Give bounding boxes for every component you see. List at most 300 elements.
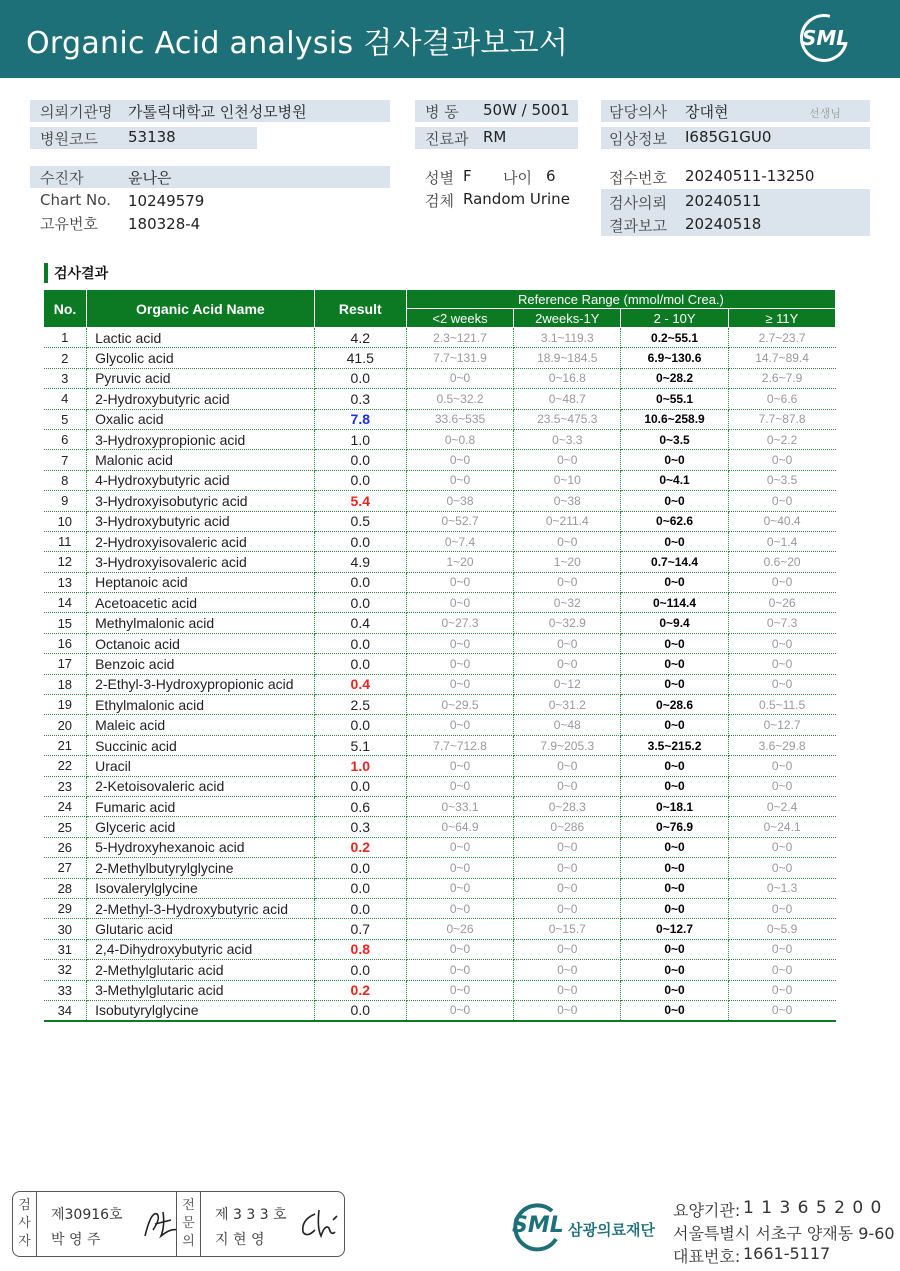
table-row <box>44 939 836 959</box>
stamp1-name: 박 영 주 <box>51 1232 101 1248</box>
row-ref-under-2-weeks: 0~0 <box>406 572 513 592</box>
table-row <box>44 531 836 551</box>
row-ref-2-weeks-1y: 0~0 <box>514 756 621 776</box>
doctor-label: 담당의사 <box>609 103 667 121</box>
row-ref-11y-plus: 0.6~20 <box>728 552 835 572</box>
row-ref-under-2-weeks: 0~0 <box>406 858 513 878</box>
row-ref-2-10y: 0~0 <box>621 898 728 918</box>
report-value: 20240518 <box>685 215 762 233</box>
row-name: 3-Hydroxybutyric acid <box>87 511 315 531</box>
row-ref-under-2-weeks: 0~0 <box>406 756 513 776</box>
row-ref-under-2-weeks: 0~0 <box>406 878 513 898</box>
table-row <box>44 470 836 490</box>
header-ref-2: 2weeks-1Y <box>514 309 621 328</box>
row-ref-2-weeks-1y: 0~3.3 <box>514 429 621 449</box>
page-title: Organic Acid analysis 검사결과보고서 <box>26 26 569 61</box>
row-name: Succinic acid <box>87 735 315 755</box>
row-ref-11y-plus: 3.6~29.8 <box>728 735 835 755</box>
row-no: 31 <box>44 939 87 959</box>
row-ref-2-weeks-1y: 0~28.3 <box>514 796 621 816</box>
row-no: 21 <box>44 735 87 755</box>
receipt-label: 접수번호 <box>609 169 667 187</box>
row-name: 2-Hydroxybutyric acid <box>87 389 315 409</box>
row-ref-11y-plus: 0~0 <box>728 633 835 653</box>
row-name: 2,4-Dihydroxybutyric acid <box>87 939 315 959</box>
row-ref-2-weeks-1y: 0~12 <box>514 674 621 694</box>
row-ref-11y-plus: 0~0 <box>728 1000 835 1020</box>
row-ref-2-weeks-1y: 0~31.2 <box>514 695 621 715</box>
org-logo-text: SML <box>512 1213 564 1238</box>
header-ref-1: <2 weeks <box>406 309 513 328</box>
row-ref-2-weeks-1y: 0~0 <box>514 776 621 796</box>
patient-label: 수진자 <box>40 169 84 187</box>
row-ref-11y-plus: 0~0 <box>728 450 835 470</box>
row-ref-2-10y: 0~4.1 <box>621 470 728 490</box>
row-ref-2-10y: 0~0 <box>621 776 728 796</box>
row-result: 0.0 <box>314 368 406 388</box>
row-result: 0.0 <box>314 858 406 878</box>
stamp1-label-text: 검 사 자 <box>18 1198 31 1249</box>
row-ref-2-weeks-1y: 0~211.4 <box>514 511 621 531</box>
row-name: 2-Methylbutyrylglycine <box>87 858 315 878</box>
row-result: 0.4 <box>314 613 406 633</box>
row-ref-under-2-weeks: 0~0 <box>406 593 513 613</box>
row-no: 24 <box>44 796 87 816</box>
row-ref-2-weeks-1y: 0~0 <box>514 858 621 878</box>
row-name: 2-Ethyl-3-Hydroxypropionic acid <box>87 674 315 694</box>
stamp1-label <box>13 1192 37 1256</box>
row-ref-2-10y: 0~55.1 <box>621 389 728 409</box>
row-ref-2-10y: 0~0 <box>621 756 728 776</box>
row-result: 4.9 <box>314 552 406 572</box>
row-ref-2-weeks-1y: 0~0 <box>514 898 621 918</box>
clinical-value: I685G1GU0 <box>685 128 772 146</box>
header-reference: Reference Range (mmol/mol Crea.) <box>406 290 835 309</box>
row-ref-2-10y: 0~0 <box>621 878 728 898</box>
row-ref-2-weeks-1y: 0~38 <box>514 491 621 511</box>
row-ref-2-10y: 0~0 <box>621 633 728 653</box>
signature-box <box>12 1191 345 1257</box>
stamp2-license: 제 3 3 3 호 <box>215 1207 287 1223</box>
row-result: 0.2 <box>314 980 406 1000</box>
row-ref-2-10y: 0~0 <box>621 858 728 878</box>
row-no: 11 <box>44 531 87 551</box>
row-ref-2-10y: 0~3.5 <box>621 429 728 449</box>
row-ref-under-2-weeks: 0~7.4 <box>406 531 513 551</box>
row-no: 15 <box>44 613 87 633</box>
header-bar <box>0 0 900 78</box>
department-value: RM <box>483 128 507 146</box>
row-result: 0.0 <box>314 960 406 980</box>
table-row <box>44 328 836 348</box>
row-ref-under-2-weeks: 1~20 <box>406 552 513 572</box>
row-ref-2-10y: 0~28.6 <box>621 695 728 715</box>
row-ref-2-10y: 0~0 <box>621 450 728 470</box>
row-ref-2-weeks-1y: 0~10 <box>514 470 621 490</box>
table-row <box>44 429 836 449</box>
row-result: 0.4 <box>314 674 406 694</box>
table-row <box>44 796 836 816</box>
row-name: 2-Methyl-3-Hydroxybutyric acid <box>87 898 315 918</box>
row-result: 41.5 <box>314 348 406 368</box>
row-ref-2-weeks-1y: 0~15.7 <box>514 919 621 939</box>
row-ref-2-weeks-1y: 7.9~205.3 <box>514 735 621 755</box>
doctor-value: 장대현 <box>685 103 729 121</box>
table-row <box>44 715 836 735</box>
table-row <box>44 389 836 409</box>
row-ref-2-10y: 0~0 <box>621 531 728 551</box>
row-ref-2-weeks-1y: 0~0 <box>514 1000 621 1020</box>
stamp1-signature <box>141 1206 181 1242</box>
row-ref-2-weeks-1y: 1~20 <box>514 552 621 572</box>
org-name: 삼광의료재단 <box>568 1221 655 1239</box>
row-name: Isovalerylglycine <box>87 878 315 898</box>
request-label: 검사의뢰 <box>609 194 667 212</box>
row-no: 12 <box>44 552 87 572</box>
row-no: 16 <box>44 633 87 653</box>
row-name: 3-Hydroxyisovaleric acid <box>87 552 315 572</box>
stamp1-license: 제30916호 <box>51 1207 123 1223</box>
row-result: 0.0 <box>314 470 406 490</box>
row-name: 5-Hydroxyhexanoic acid <box>87 837 315 857</box>
row-name: Lactic acid <box>87 328 315 348</box>
row-ref-2-10y: 0~0 <box>621 980 728 1000</box>
row-no: 22 <box>44 756 87 776</box>
row-no: 2 <box>44 348 87 368</box>
row-name: Pyruvic acid <box>87 368 315 388</box>
receipt-value: 20240511-13250 <box>685 167 815 185</box>
row-ref-2-weeks-1y: 0~0 <box>514 633 621 653</box>
row-no: 6 <box>44 429 87 449</box>
row-name: Fumaric acid <box>87 796 315 816</box>
row-result: 0.0 <box>314 531 406 551</box>
row-name: Uracil <box>87 756 315 776</box>
row-ref-2-10y: 0~0 <box>621 715 728 735</box>
table-row <box>44 633 836 653</box>
row-no: 26 <box>44 837 87 857</box>
row-name: 3-Hydroxypropionic acid <box>87 429 315 449</box>
row-no: 23 <box>44 776 87 796</box>
row-name: 2-Ketoisovaleric acid <box>87 776 315 796</box>
row-result: 4.2 <box>314 328 406 348</box>
department-label: 진료과 <box>425 130 469 148</box>
row-ref-11y-plus: 0~26 <box>728 593 835 613</box>
row-no: 5 <box>44 409 87 429</box>
row-ref-11y-plus: 2.7~23.7 <box>728 328 835 348</box>
header-ref-4: ≥ 11Y <box>728 309 835 328</box>
table-row <box>44 878 836 898</box>
row-ref-under-2-weeks: 33.6~535 <box>406 409 513 429</box>
row-name: Heptanoic acid <box>87 572 315 592</box>
row-ref-2-10y: 0.2~55.1 <box>621 328 728 348</box>
row-result: 2.5 <box>314 695 406 715</box>
row-ref-under-2-weeks: 0~0 <box>406 776 513 796</box>
row-result: 0.0 <box>314 878 406 898</box>
row-result: 0.6 <box>314 796 406 816</box>
table-row <box>44 735 836 755</box>
row-ref-under-2-weeks: 0~0 <box>406 898 513 918</box>
row-result: 0.0 <box>314 776 406 796</box>
row-ref-11y-plus: 14.7~89.4 <box>728 348 835 368</box>
row-ref-2-weeks-1y: 0~0 <box>514 939 621 959</box>
row-ref-2-10y: 0~0 <box>621 837 728 857</box>
row-result: 7.8 <box>314 409 406 429</box>
section-title: 검사결과 <box>44 263 108 283</box>
row-ref-11y-plus: 0~2.2 <box>728 429 835 449</box>
row-no: 9 <box>44 491 87 511</box>
row-no: 4 <box>44 389 87 409</box>
row-ref-under-2-weeks: 0~29.5 <box>406 695 513 715</box>
row-no: 29 <box>44 898 87 918</box>
specimen-label: 검체 <box>425 192 454 210</box>
table-row <box>44 613 836 633</box>
row-name: Octanoic acid <box>87 633 315 653</box>
row-name: 3-Methylglutaric acid <box>87 980 315 1000</box>
stamp2-signature <box>297 1206 341 1242</box>
row-name: Benzoic acid <box>87 654 315 674</box>
table-row <box>44 960 836 980</box>
row-ref-11y-plus: 0~0 <box>728 980 835 1000</box>
row-no: 14 <box>44 593 87 613</box>
header-ref-3: 2 - 10Y <box>621 309 728 328</box>
row-ref-2-10y: 0~0 <box>621 960 728 980</box>
institution-label: 의뢰기관명 <box>40 103 113 121</box>
table-row <box>44 348 836 368</box>
row-name: Glycolic acid <box>87 348 315 368</box>
row-ref-under-2-weeks: 0~52.7 <box>406 511 513 531</box>
row-result: 0.0 <box>314 1000 406 1020</box>
table-row <box>44 450 836 470</box>
row-ref-under-2-weeks: 0~0 <box>406 633 513 653</box>
sex-label: 성별 <box>425 169 454 187</box>
row-ref-under-2-weeks: 0~0 <box>406 715 513 735</box>
table-row <box>44 491 836 511</box>
row-result: 0.0 <box>314 593 406 613</box>
row-ref-2-weeks-1y: 0~0 <box>514 837 621 857</box>
row-ref-2-10y: 10.6~258.9 <box>621 409 728 429</box>
hospital-code-value: 53138 <box>128 128 176 146</box>
institution-value: 가톨릭대학교 인천성모병원 <box>128 103 307 121</box>
chart-label: Chart No. <box>40 191 111 209</box>
row-ref-2-weeks-1y: 3.1~119.3 <box>514 328 621 348</box>
row-ref-under-2-weeks: 0.5~32.2 <box>406 389 513 409</box>
row-no: 13 <box>44 572 87 592</box>
table-row <box>44 511 836 531</box>
row-ref-2-10y: 0~0 <box>621 654 728 674</box>
row-ref-under-2-weeks: 7.7~712.8 <box>406 735 513 755</box>
row-ref-11y-plus: 0~0 <box>728 572 835 592</box>
row-no: 1 <box>44 328 87 348</box>
row-ref-2-weeks-1y: 0~0 <box>514 878 621 898</box>
stamp2-label <box>177 1192 201 1256</box>
code-label: 요양기관: <box>673 1201 741 1220</box>
row-ref-under-2-weeks: 0~38 <box>406 491 513 511</box>
results-table <box>43 289 836 1022</box>
address: 서울특별시 서초구 양재동 9-60 <box>673 1224 895 1243</box>
ward-value: 50W / 5001 <box>483 101 570 119</box>
sex-value: F <box>463 167 472 185</box>
row-name: Glyceric acid <box>87 817 315 837</box>
row-ref-11y-plus: 0~7.3 <box>728 613 835 633</box>
row-ref-11y-plus: 0~5.9 <box>728 919 835 939</box>
row-result: 0.0 <box>314 572 406 592</box>
logo-text: SML <box>802 26 850 50</box>
row-ref-2-weeks-1y: 0~32 <box>514 593 621 613</box>
request-value: 20240511 <box>685 192 762 210</box>
row-ref-11y-plus: 0~0 <box>728 491 835 511</box>
row-result: 0.3 <box>314 817 406 837</box>
row-ref-2-weeks-1y: 0~32.9 <box>514 613 621 633</box>
patient-bar <box>30 166 390 188</box>
row-ref-under-2-weeks: 0~64.9 <box>406 817 513 837</box>
row-ref-2-weeks-1y: 0~0 <box>514 572 621 592</box>
code-value: 1 1 3 6 5 2 0 0 <box>743 1198 883 1218</box>
table-row <box>44 572 836 592</box>
row-ref-2-10y: 0~0 <box>621 1000 728 1020</box>
id-label: 고유번호 <box>40 215 98 233</box>
stamp2-name: 지 현 영 <box>215 1232 265 1248</box>
sml-logo <box>796 12 854 64</box>
chart-value: 10249579 <box>128 192 205 210</box>
row-result: 0.7 <box>314 919 406 939</box>
row-result: 0.0 <box>314 450 406 470</box>
row-ref-under-2-weeks: 0~0 <box>406 939 513 959</box>
row-ref-2-weeks-1y: 0~16.8 <box>514 368 621 388</box>
row-ref-11y-plus: 0~0 <box>728 674 835 694</box>
row-name: Acetoacetic acid <box>87 593 315 613</box>
row-ref-under-2-weeks: 0~0 <box>406 837 513 857</box>
row-ref-under-2-weeks: 0~33.1 <box>406 796 513 816</box>
row-no: 30 <box>44 919 87 939</box>
row-ref-11y-plus: 0~40.4 <box>728 511 835 531</box>
row-no: 17 <box>44 654 87 674</box>
row-result: 0.0 <box>314 898 406 918</box>
row-result: 0.0 <box>314 715 406 735</box>
row-no: 7 <box>44 450 87 470</box>
row-ref-2-10y: 0~18.1 <box>621 796 728 816</box>
row-name: Malonic acid <box>87 450 315 470</box>
row-no: 34 <box>44 1000 87 1020</box>
row-name: 3-Hydroxyisobutyric acid <box>87 491 315 511</box>
row-ref-2-10y: 0~28.2 <box>621 368 728 388</box>
row-ref-2-weeks-1y: 0~286 <box>514 817 621 837</box>
row-ref-2-weeks-1y: 23.5~475.3 <box>514 409 621 429</box>
row-ref-2-weeks-1y: 18.9~184.5 <box>514 348 621 368</box>
row-no: 3 <box>44 368 87 388</box>
age-label: 나이 <box>503 169 532 187</box>
table-row <box>44 776 836 796</box>
row-ref-2-10y: 0.7~14.4 <box>621 552 728 572</box>
row-ref-under-2-weeks: 0~26 <box>406 919 513 939</box>
id-value: 180328-4 <box>128 215 201 233</box>
row-ref-2-10y: 0~114.4 <box>621 593 728 613</box>
row-ref-2-10y: 3.5~215.2 <box>621 735 728 755</box>
row-ref-under-2-weeks: 0~0 <box>406 470 513 490</box>
row-result: 0.0 <box>314 633 406 653</box>
row-ref-under-2-weeks: 2.3~121.7 <box>406 328 513 348</box>
row-ref-2-10y: 0~0 <box>621 674 728 694</box>
row-ref-2-weeks-1y: 0~0 <box>514 980 621 1000</box>
row-ref-2-weeks-1y: 0~0 <box>514 960 621 980</box>
row-ref-11y-plus: 0~0 <box>728 837 835 857</box>
row-ref-2-10y: 0~62.6 <box>621 511 728 531</box>
row-result: 0.3 <box>314 389 406 409</box>
phone-value: 1661-5117 <box>743 1244 831 1263</box>
row-no: 33 <box>44 980 87 1000</box>
table-row <box>44 695 836 715</box>
row-ref-2-weeks-1y: 0~48 <box>514 715 621 735</box>
row-ref-11y-plus: 0~2.4 <box>728 796 835 816</box>
table-row <box>44 674 836 694</box>
stamp2-label-text: 전 문 의 <box>182 1198 195 1249</box>
row-ref-2-weeks-1y: 0~0 <box>514 654 621 674</box>
row-ref-2-weeks-1y: 0~0 <box>514 450 621 470</box>
row-name: Methylmalonic acid <box>87 613 315 633</box>
hospital-code-label: 병원코드 <box>40 130 98 148</box>
row-ref-under-2-weeks: 0~0 <box>406 368 513 388</box>
results-body <box>44 328 836 1021</box>
row-ref-under-2-weeks: 0~0.8 <box>406 429 513 449</box>
row-ref-under-2-weeks: 0~0 <box>406 1000 513 1020</box>
row-no: 20 <box>44 715 87 735</box>
table-row <box>44 898 836 918</box>
row-ref-11y-plus: 0~12.7 <box>728 715 835 735</box>
specimen-value: Random Urine <box>463 190 570 208</box>
row-ref-11y-plus: 0~24.1 <box>728 817 835 837</box>
table-row <box>44 756 836 776</box>
row-result: 1.0 <box>314 429 406 449</box>
row-ref-11y-plus: 0~0 <box>728 776 835 796</box>
row-no: 19 <box>44 695 87 715</box>
row-ref-2-10y: 0~12.7 <box>621 919 728 939</box>
row-ref-under-2-weeks: 0~27.3 <box>406 613 513 633</box>
row-no: 28 <box>44 878 87 898</box>
row-ref-11y-plus: 0~0 <box>728 654 835 674</box>
table-row <box>44 368 836 388</box>
row-ref-2-10y: 0~9.4 <box>621 613 728 633</box>
row-ref-11y-plus: 0~0 <box>728 756 835 776</box>
row-ref-11y-plus: 0~0 <box>728 960 835 980</box>
row-ref-under-2-weeks: 0~0 <box>406 674 513 694</box>
row-ref-2-10y: 0~76.9 <box>621 817 728 837</box>
phone-label: 대표번호: <box>673 1247 741 1266</box>
table-row <box>44 837 836 857</box>
table-row <box>44 1000 836 1020</box>
header-no: No. <box>44 290 87 328</box>
row-no: 18 <box>44 674 87 694</box>
row-ref-11y-plus: 7.7~87.8 <box>728 409 835 429</box>
row-ref-under-2-weeks: 0~0 <box>406 960 513 980</box>
row-ref-2-weeks-1y: 0~48.7 <box>514 389 621 409</box>
row-result: 0.8 <box>314 939 406 959</box>
row-ref-11y-plus: 0~0 <box>728 898 835 918</box>
row-no: 25 <box>44 817 87 837</box>
table-row <box>44 409 836 429</box>
row-no: 10 <box>44 511 87 531</box>
row-name: Oxalic acid <box>87 409 315 429</box>
row-no: 32 <box>44 960 87 980</box>
row-ref-under-2-weeks: 0~0 <box>406 654 513 674</box>
row-name: 4-Hydroxybutyric acid <box>87 470 315 490</box>
row-name: Maleic acid <box>87 715 315 735</box>
row-ref-11y-plus: 0~1.3 <box>728 878 835 898</box>
row-ref-11y-plus: 0~0 <box>728 858 835 878</box>
row-ref-11y-plus: 2.6~7.9 <box>728 368 835 388</box>
row-result: 0.2 <box>314 837 406 857</box>
table-row <box>44 552 836 572</box>
table-row <box>44 593 836 613</box>
row-result: 1.0 <box>314 756 406 776</box>
